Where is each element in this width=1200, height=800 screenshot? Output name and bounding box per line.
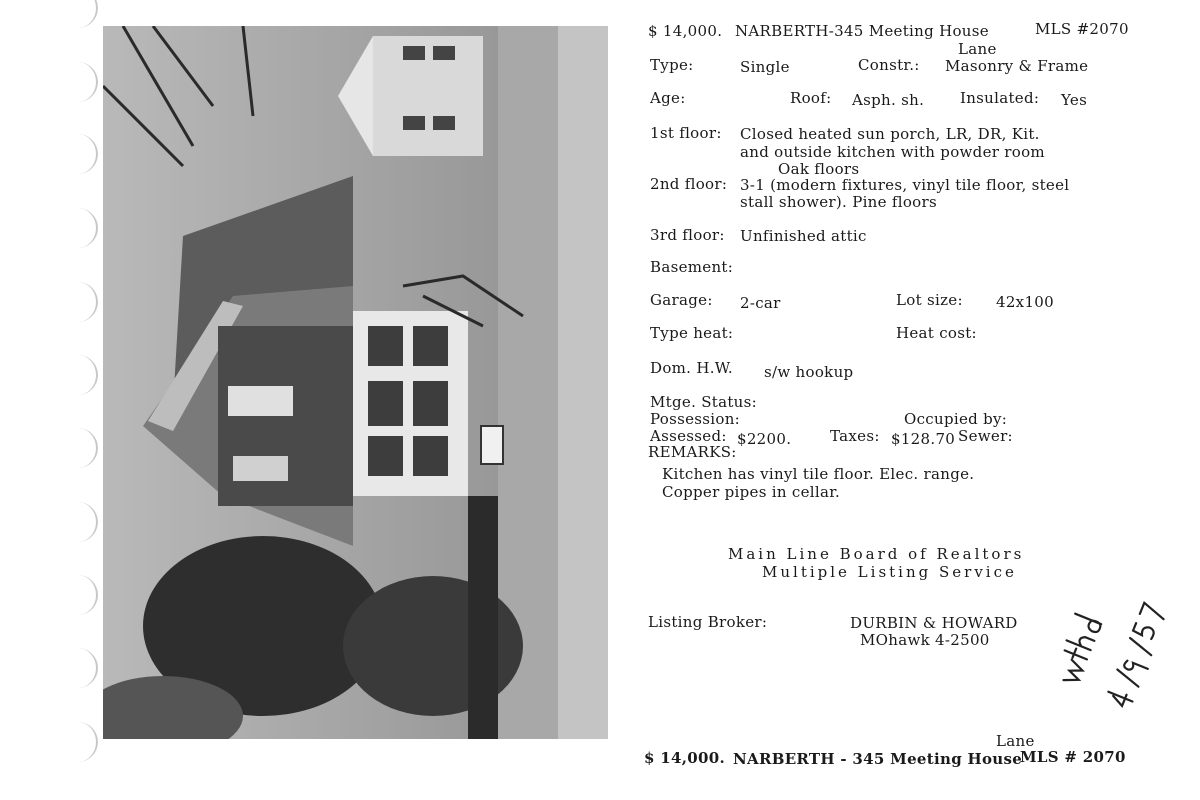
floor3-value: Unfinished attic [740,227,867,245]
type-heat-label: Type heat: [650,324,734,342]
floor3-label: 3rd floor: [650,226,725,244]
insulated-label: Insulated: [960,89,1040,107]
mls-number: MLS #2070 [1035,20,1129,38]
lot-size-label: Lot size: [896,291,963,309]
binder-holes [0,0,100,800]
binder-hole [62,722,98,762]
board-service: Multiple Listing Service [762,563,1017,581]
floor1-label: 1st floor: [650,124,722,142]
binder-hole [62,134,98,174]
binder-hole [62,428,98,468]
sewer-label: Sewer: [958,427,1013,445]
floor1-line1: Closed heated sun porch, LR, DR, Kit. [740,125,1040,143]
constr-label: Constr.: [858,56,920,74]
taxes-label: Taxes: [830,427,880,445]
footer-address: NARBERTH - 345 Meeting House [733,750,1023,768]
roof-value: Asph. sh. [852,91,925,109]
floor2-line1: 3-1 (modern fixtures, vinyl tile floor, steel [740,176,1070,194]
board-name: Main Line Board of Realtors [728,545,1025,563]
mtge-status-label: Mtge. Status: [650,393,757,411]
listing-address-cont: Lane [958,40,997,58]
remarks-line2: Copper pipes in cellar. [662,483,841,501]
assessed-label: Assessed: [650,427,727,445]
footer-address-cont: Lane [996,732,1035,750]
garage-label: Garage: [650,291,713,309]
binder-hole [62,355,98,395]
possession-label: Possession: [650,410,741,428]
remarks-label: REMARKS: [648,443,737,461]
floor1-line3: Oak floors [778,160,860,178]
footer-price: $ 14,000. [644,749,725,767]
age-label: Age: [650,89,686,107]
heat-cost-label: Heat cost: [896,324,977,342]
listing-price: $ 14,000. [648,22,723,40]
type-value: Single [740,58,790,76]
house-photo [103,26,608,739]
lot-size-value: 42x100 [996,293,1054,311]
basement-label: Basement: [650,258,734,276]
assessed-value: $2200. [737,430,792,448]
listing-broker-label: Listing Broker: [648,613,768,631]
insulated-value: Yes [1061,91,1088,109]
broker-phone: MOhawk 4-2500 [860,631,990,649]
taxes-value: $128.70 [891,430,956,448]
remarks-line1: Kitchen has vinyl tile floor. Elec. range. [662,465,975,483]
dom-hw-label: Dom. H.W. [650,359,733,377]
binder-hole [62,208,98,248]
dom-hw-value: s/w hookup [764,363,854,381]
floor2-line2: stall shower). Pine floors [740,193,937,211]
listing-address: NARBERTH-345 Meeting House [735,22,989,40]
binder-hole [62,575,98,615]
binder-hole [62,648,98,688]
footer-mls-number: MLS # 2070 [1020,748,1126,766]
binder-hole [62,282,98,322]
type-label: Type: [650,56,694,74]
roof-label: Roof: [790,89,832,107]
house-photo-drawing [103,26,608,739]
floor2-label: 2nd floor: [650,175,728,193]
broker-name: DURBIN & HOWARD [850,614,1018,632]
binder-hole [62,62,98,102]
handwritten-note [1040,575,1180,715]
binder-hole [62,502,98,542]
binder-hole [62,0,98,28]
occupied-by-label: Occupied by: [904,410,1008,428]
constr-value: Masonry & Frame [945,57,1089,75]
floor1-line2: and outside kitchen with powder room [740,143,1045,161]
garage-value: 2-car [740,294,781,312]
